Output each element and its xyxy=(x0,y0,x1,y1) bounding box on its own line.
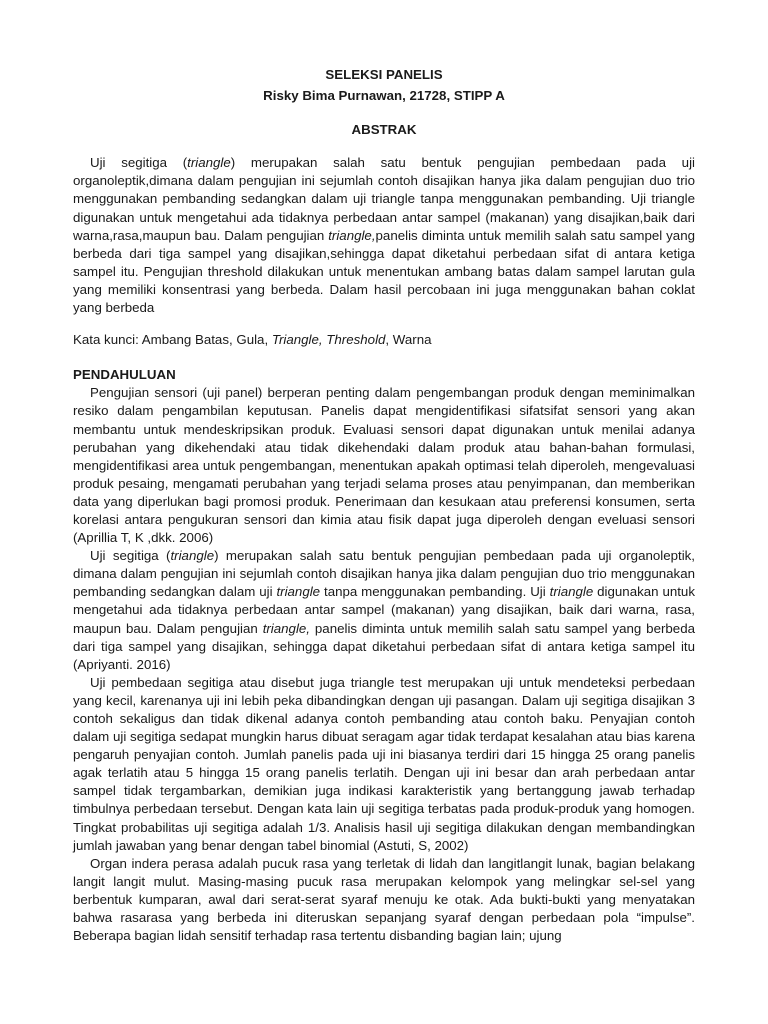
intro-text-segment: Uji pembedaan segitiga atau disebut juga triangle test merupakan uji untuk mendeteksi perbedaan yang kecil, karenanya uji ini lebih peka dibandingkan dengan uji pasangan. Dalam uji segitiga disajikan 3 contoh sekaligus dan tidak dikenal adanya contoh pembanding atau contoh baku. Penyajian contoh dalam uji segitiga sedapat mungkin harus dibuat seragam agar tidak terdapat kesalahan atau bias karena pengaruh penyajian contoh. Jumlah panelis pada uji ini biasanya terdiri dari 15 hingga 25 orang panelis agak terlatih atau 5 hingga 15 orang panelis terlatih. Dengan uji ini besar dan arah perbedaan antar sampel tidak tergambarkan, demikian juga indikasi karakteristik yang bertanggung jawab terhadap timbulnya perbedaan tersebut. Dengan kata lain uji segitiga terbatas pada produk-produk yang homogen. Tingkat probabilitas uji segitiga adalah 1/3. Analisis hasil uji segitiga dilakukan dengan membandingkan jumlah jawaban yang benar dengan tabel binomial (Astuti, S, 2002) xyxy=(73,674,695,853)
intro-text-segment: Uji segitiga ( xyxy=(90,548,171,564)
keywords-segment: , Warna xyxy=(385,332,432,348)
intro-text-segment: triangle xyxy=(549,584,594,600)
intro-paragraph-4 xyxy=(73,855,695,945)
intro-text-segment: Pengujian sensori (uji panel) berperan penting dalam pengembangan produk dengan meminimalkan resiko dalam pengambilan keputusan. Panelis dapat mengidentifikasi sifatsifat sensori yang akan membantu untuk mendeskripsikan produk. Evaluasi sensori dapat digunakan untuk menilai adanya perubahan yang dikehendaki atau tidak dikehendaki dalam produk atau bahan-bahan formulasi, mengidentifikasi area untuk pengembangan, menentukan apakah optimasi telah diperoleh, mengevaluasi produk pesaing, mengamati perubahan yang terjadi selama proses atau penyimpanan, dan memberikan data yang diperlukan bagi promosi produk. Penerimaan dan kesukaan atau preferensi konsumen, serta korelasi antara pengukuran sensori dan kimia atau fisik dapat juga diperoleh dengan eveluasi sensori (Aprillia T, K ,dkk. 2006) xyxy=(73,385,695,546)
intro-text-segment: triangle xyxy=(276,584,321,600)
keywords-segment: Kata kunci: Ambang Batas, Gula, xyxy=(73,332,272,348)
abstract-paragraph xyxy=(73,154,695,317)
intro-text-segment: Organ indera perasa adalah pucuk rasa yang terletak di lidah dan langitlangit lunak, bagian belakang langit langit mulut. Masing-masing pucuk rasa merupakan kelompok yang melingkar sel-sel yang berbentuk kumparan, awal dari serat-serat syaraf menuju ke otak. Ada bukti-bukti yang menyatakan bahwa rasarasa yang berbeda ini diteruskan sepanjang syaraf dengan perbedaan pola “impulse”. Beberapa bagian lidah sensitif terhadap rasa tertentu disbanding bagian lain; ujung xyxy=(73,855,695,944)
paper-page xyxy=(73,66,695,945)
keywords-line xyxy=(73,331,695,349)
section-heading-introduction: PENDAHULUAN xyxy=(73,367,176,383)
abstract-text-segment: panelis diminta untuk memilih salah satu sampel yang berbeda dari tiga sampel yang disajikan,sehingga dapat diketahui perbedaan sifat di antara ketiga sampel itu. Pengujian threshold dilakukan untuk menentukan ambang batas dalam sampel larutan gula yang memiliki konsentrasi yang berbeda. Dalam hasil percobaan ini juga menggunakan bahan coklat yang berbeda xyxy=(73,227,695,316)
intro-text-segment: triangle, xyxy=(262,620,310,636)
intro-paragraph-1 xyxy=(73,384,695,547)
abstract-text-segment: triangle xyxy=(187,155,231,171)
abstract-text-segment: ) merupakan salah satu bentuk pengujian pembedaan pada uji organoleptik,dimana dalam pengujian ini sejumlah contoh disajikan hanya jika dalam pengujian duo trio menggunakan pembanding sedangkan dalam uji triangle tanpa menggunakan pembanding. Uji triangle digunakan untuk mengetahui ada tidaknya perbedaan antar sampel (makanan) yang disajikan,baik dari warna,rasa,maupun bau. Dalam pengujian xyxy=(73,155,695,243)
paper-title: SELEKSI PANELIS xyxy=(325,67,443,82)
abstract-heading: ABSTRAK xyxy=(351,122,417,138)
intro-text-segment: triangle xyxy=(170,548,215,564)
abstract-text-segment: Uji segitiga ( xyxy=(90,155,188,171)
intro-text-segment: tanpa menggunakan pembanding. Uji xyxy=(320,584,550,600)
intro-text-segment: ) merupakan salah satu bentuk pengujian pembedaan pada uji organoleptik, dimana dalam pengujian ini sejumlah contoh disajikan hanya jika dalam pengujian duo trio menggunakan pembanding sedangkan dalam uji xyxy=(73,548,695,600)
keywords-segment: Triangle, Threshold xyxy=(271,332,386,348)
intro-text-segment: panelis diminta untuk memilih salah satu sampel yang berbeda dari tiga sampel yang disajikan, sehingga dapat diketahui perbedaan sifat di antara ketiga sampel itu (Apriyanti. 2016) xyxy=(73,620,695,672)
intro-paragraph-2 xyxy=(73,547,695,674)
paper-author: Risky Bima Purnawan, 21728, STIPP A xyxy=(263,88,505,104)
abstract-text-segment: triangle, xyxy=(328,227,376,243)
intro-paragraph-3 xyxy=(73,674,695,855)
intro-text-segment: digunakan untuk mengetahui ada tidaknya perbedaan antar sampel (makanan) yang disajikan, baik dari warna, rasa, maupun bau. Dalam pengujian xyxy=(73,584,695,636)
